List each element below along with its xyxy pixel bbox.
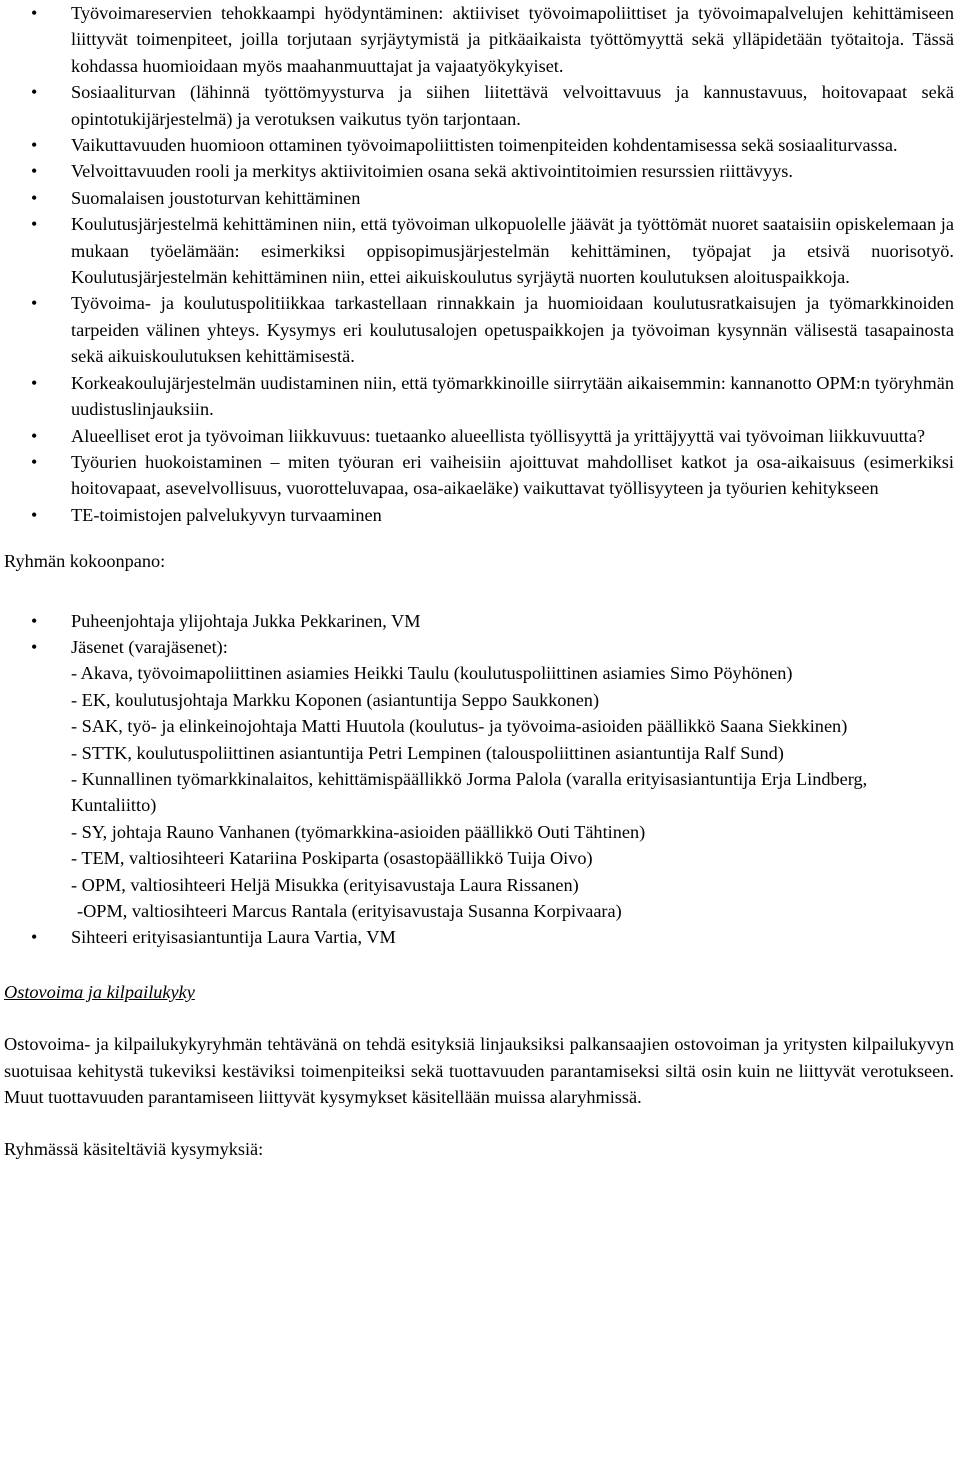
list-item: • TE-toimistojen palvelukyvyn turvaaminen bbox=[4, 502, 960, 528]
group-composition-heading: Ryhmän kokoonpano: bbox=[4, 551, 166, 572]
list-item: • Työvoima- ja koulutuspolitiikkaa tarkastellaan rinnakkain ja huomioidaan koulutusratkaisujen ja työmarkkinoiden tarpeiden välinen yhteys. Kysymys eri koulutusalojen opetuspaikkojen ja työvoiman kysynnän välisestä tasapainosta sekä aikuiskoulutuksen kehittämisestä. bbox=[4, 290, 960, 369]
list-item: • Velvoittavuuden rooli ja merkitys aktiivitoimien osana sekä aktivointitoimien resurssien riittävyys. bbox=[4, 158, 960, 184]
list-item: • Alueelliset erot ja työvoiman liikkuvuus: tuetaanko alueellista työllisyyttä ja yrittäjyyttä vai työvoiman liikkuvuutta? bbox=[4, 423, 960, 449]
list-item: • Työurien huokoistaminen – miten työuran eri vaiheisiin ajoittuvat mahdolliset katkot ja osa-aikaisuus (esimerkiksi hoitovapaat, asevelvollisuus, vuorotteluvapaa, osa-aikaeläke) vaikuttavat työllisyyteen ja työurien kehitykseen bbox=[4, 449, 960, 502]
list-item: • Työvoimareservien tehokkaampi hyödyntäminen: aktiiviset työvoimapoliittiset ja työvoimapalvelujen kehittämiseen liittyvät toimenpiteet, joilla torjutaan syrjäytymistä ja pitkäaikaista työttömyyttä sekä ylläpidetään työtaitoja. Tässä kohdassa huomioidaan myös maahanmuuttajat ja vajaatyökykyiset. bbox=[4, 0, 960, 79]
section-heading-ostovoima: Ostovoima ja kilpailukyky bbox=[4, 981, 195, 1002]
members-list bbox=[71, 660, 954, 924]
members-label: • Jäsenet (varajäsenet): bbox=[71, 636, 228, 657]
member-line: - TEM, valtiosihteeri Katariina Poskiparta (osastopäällikkö Tuija Oivo) bbox=[71, 848, 593, 869]
secretary-item: • Sihteeri erityisasiantuntija Laura Vartia, VM bbox=[4, 924, 960, 950]
list-item: • Sosiaaliturvan (lähinnä työttömyysturva ja siihen liitettävä velvoittavuus ja kannustavuus, hoitovapaat sekä opintotukijärjestelmä) ja verotuksen vaikutus työn tarjontaan. bbox=[4, 79, 960, 132]
member-line: - SAK, työ- ja elinkeinojohtaja Matti Huutola (koulutus- ja työvoima-asioiden päällikkö Saana Siekkinen) bbox=[71, 716, 848, 737]
topics-list bbox=[4, 0, 960, 528]
list-item: • Vaikuttavuuden huomioon ottaminen työvoimapoliittisten toimenpiteiden kohdentamisessa sekä sosiaaliturvassa. bbox=[4, 132, 960, 158]
list-item: • Korkeakoulujärjestelmän uudistaminen niin, että työmarkkinoille siirrytään aikaisemmin: kannanotto OPM:n työryhmän uudistuslinjauksiin. bbox=[4, 370, 960, 423]
member-line: - OPM, valtiosihteeri Heljä Misukka (erityisavustaja Laura Rissanen) bbox=[71, 874, 579, 895]
chair-item: • Puheenjohtaja ylijohtaja Jukka Pekkarinen, VM bbox=[4, 608, 960, 634]
member-line: -OPM, valtiosihteeri Marcus Rantala (erityisavustaja Susanna Korpivaara) bbox=[77, 901, 622, 921]
member-line: - EK, koulutusjohtaja Markku Koponen (asiantuntija Seppo Saukkonen) bbox=[71, 689, 600, 710]
member-line: - STTK, koulutuspoliittinen asiantuntija Petri Lempinen (talouspoliittinen asiantuntija Ralf Sund) bbox=[71, 742, 784, 763]
topics-heading: Ryhmässä käsiteltäviä kysymyksiä: bbox=[4, 1139, 264, 1160]
list-item: • Koulutusjärjestelmä kehittäminen niin, että työvoiman ulkopuolelle jäävät ja työttömät nuoret saataisiin opiskelemaan ja mukaan työelämään: esimerkiksi oppisopimusjärjestelmän kehittäminen, työpajat ja etsivä nuorisotyö. Koulutusjärjestelmän kehittäminen niin, ettei aikuiskoulutus syrjäytä nuorten koulutuksen aloituspaikkoja. bbox=[4, 211, 960, 290]
member-line: - SY, johtaja Rauno Vanhanen (työmarkkina-asioiden päällikkö Outi Tähtinen) bbox=[71, 821, 646, 842]
member-line: - Akava, työvoimapoliittinen asiamies Heikki Taulu (koulutuspoliittinen asiamies Simo Pöyhönen) bbox=[71, 663, 793, 684]
list-item: • Suomalaisen joustoturvan kehittäminen bbox=[4, 185, 960, 211]
members-item bbox=[4, 634, 960, 924]
member-line: - Kunnallinen työmarkkinalaitos, kehittämispäällikkö Jorma Palola (varalla erityisasiantuntija Erja Lindberg, Kuntaliitto) bbox=[71, 768, 868, 816]
section-paragraph: Ostovoima- ja kilpailukykyryhmän tehtävänä on tehdä esityksiä linjauksiksi palkansaajien ostovoiman ja yritysten kilpailukyvyn suotuisaa kehitystä tukeviksi kestäviksi toimenpiteiksi sekä tuottavuuden parantamiseksi siltä osin kuin ne liittyvät verotukseen. Muut tuottavuuden parantamiseen liittyvät kysymykset käsitellään muissa alaryhmissä. bbox=[4, 1034, 954, 1108]
group-list bbox=[4, 608, 960, 951]
